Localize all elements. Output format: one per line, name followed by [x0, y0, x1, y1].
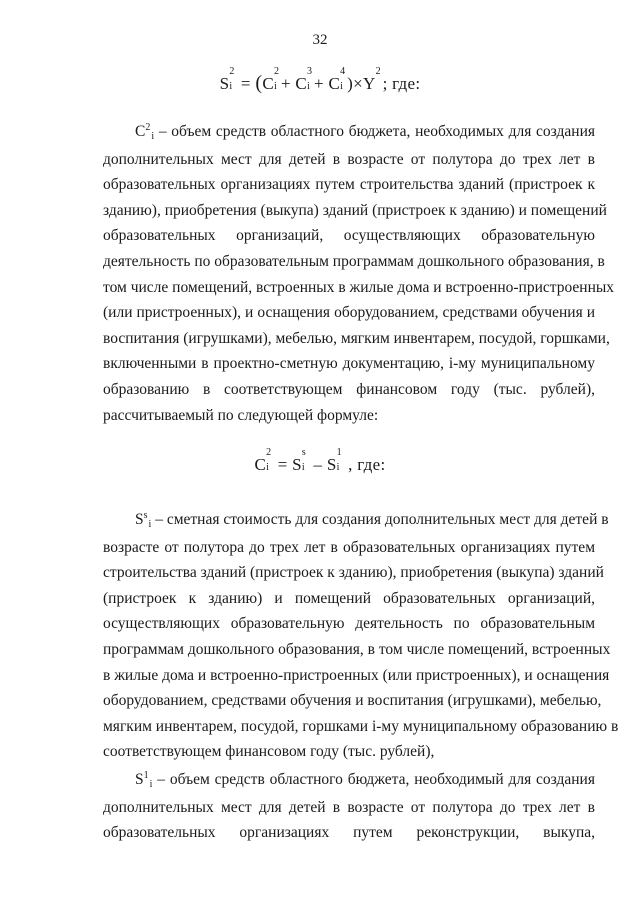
- formula-superscript: 2: [273, 66, 280, 77]
- paragraph-line: в жилые дома и встроенно-пристроенных (или пристроенных), и оснащения: [103, 666, 610, 684]
- paragraph-line: дополнительных мест для детей в возрасте от полутора до трех лет в: [103, 150, 595, 168]
- paragraph-line: строительства зданий (пристроек к зданию), приобретения (выкупа) зданий: [103, 564, 604, 582]
- paragraph-line: образовательных организаций, осуществляющих образовательную: [103, 227, 595, 245]
- formula-term: S: [219, 74, 230, 93]
- symbol-s1i: $S^1i$: [135, 770, 153, 790]
- formula-subscript: i: [340, 81, 344, 92]
- formula-superscript: 2: [266, 447, 272, 458]
- formula-c2i: [0, 447, 640, 475]
- paragraph-line: образовательных организациях путем реконструкции, выкупа,: [103, 824, 595, 842]
- paragraph-line: осуществляющих образовательную деятельность по образовательным: [103, 615, 595, 633]
- formula-term: C: [262, 74, 274, 93]
- paragraph-s1i-definition: [103, 767, 595, 846]
- formula-operator: +: [280, 74, 296, 93]
- formula-superscript: 1: [336, 447, 342, 458]
- formula-subscript: i: [273, 81, 278, 92]
- paragraph-ssi-definition: [103, 507, 619, 765]
- paragraph-line: дополнительных мест для детей в возрасте от полутора до трех лет в: [103, 798, 595, 816]
- paragraph-line: том числе помещений, встроенных в жилые дома и встроенно-пристроенных: [103, 278, 615, 296]
- formula-subscript: i: [266, 462, 270, 473]
- formula-operator: =: [236, 74, 256, 93]
- symbol-c2i: $C^2i$: [135, 122, 155, 142]
- page-number: 32: [312, 32, 328, 48]
- formula-subscript: i: [229, 81, 233, 92]
- symbol-ssi: $S^si$: [135, 510, 152, 530]
- formula-subscript: i: [301, 462, 305, 473]
- formula-superscript: s: [301, 447, 307, 458]
- formula-term: C: [295, 74, 308, 93]
- paragraph-line: включенными в проектно-сметную документацию, i-му муниципальному: [103, 355, 595, 373]
- paragraph-line: $S^si$ – сметная стоимость для создания дополнительных мест для детей в: [135, 510, 609, 530]
- formula-operator: )×: [347, 74, 363, 93]
- paragraph-line: мягким инвентарем, посудой, горшками i-му муниципальному образованию в: [103, 717, 619, 735]
- formula-superscript: 2: [229, 66, 235, 77]
- formula-tail: , где:: [343, 455, 386, 474]
- formula-superscript: 4: [340, 66, 346, 77]
- formula-term: S: [326, 455, 337, 474]
- paragraph-line: $S^1i$ – объем средств областного бюджета, необходимый для создания: [135, 770, 595, 790]
- paragraph-line: (пристроек к зданию) и помещений образовательных организаций,: [103, 589, 595, 607]
- paragraph-line: $C^2i$ – объем средств областного бюджета, необходимых для создания: [135, 122, 595, 142]
- paragraph-line: воспитания (игрушками), мебелью, мягким инвентарем, посудой, горшками,: [103, 329, 610, 347]
- paragraph-line: зданию), приобретения (выкупа) зданий (пристроек к зданию) и помещений: [103, 201, 607, 219]
- formula-paren: (: [255, 72, 263, 94]
- formula-term: Y: [362, 74, 376, 93]
- paragraph-line: (или пристроенных), и оснащения оборудованием, средствами обучения и: [103, 304, 595, 322]
- paragraph-line: программам дошкольного образования, в том числе помещений, встроенных: [103, 640, 611, 658]
- paragraph-line: деятельность по образовательным программам дошкольного образования, в: [103, 252, 605, 270]
- formula-operator: –: [308, 455, 327, 474]
- formula-s2i: [0, 66, 640, 95]
- formula-subscript: i: [307, 81, 311, 92]
- paragraph-line: рассчитываемый по следующей формуле:: [103, 406, 379, 424]
- paragraph-line: оборудованием, средствами обучения и воспитания (игрушками), мебелью,: [103, 692, 602, 710]
- formula-term: S: [292, 455, 302, 474]
- paragraph-line: образовательных организациях путем строительства зданий (пристроек к: [103, 176, 595, 194]
- formula-subscript: i: [336, 462, 340, 473]
- formula-tail: ; где:: [382, 74, 421, 93]
- paragraph-c2i-definition: [103, 119, 615, 428]
- paragraph-line: возрасте от полутора до трех лет в образовательных организациях путем: [103, 538, 595, 556]
- formula-operator: +: [314, 74, 329, 93]
- formula-term: C: [254, 455, 267, 474]
- formula-superscript: 3: [307, 66, 313, 77]
- paragraph-line: образованию в соответствующем финансовом году (тыс. рублей),: [103, 380, 595, 398]
- paragraph-line: соответствующем финансовом году (тыс. рублей),: [103, 743, 435, 761]
- formula-superscript: 2: [375, 66, 381, 77]
- formula-operator: =: [273, 455, 293, 474]
- formula-term: C: [328, 74, 341, 93]
